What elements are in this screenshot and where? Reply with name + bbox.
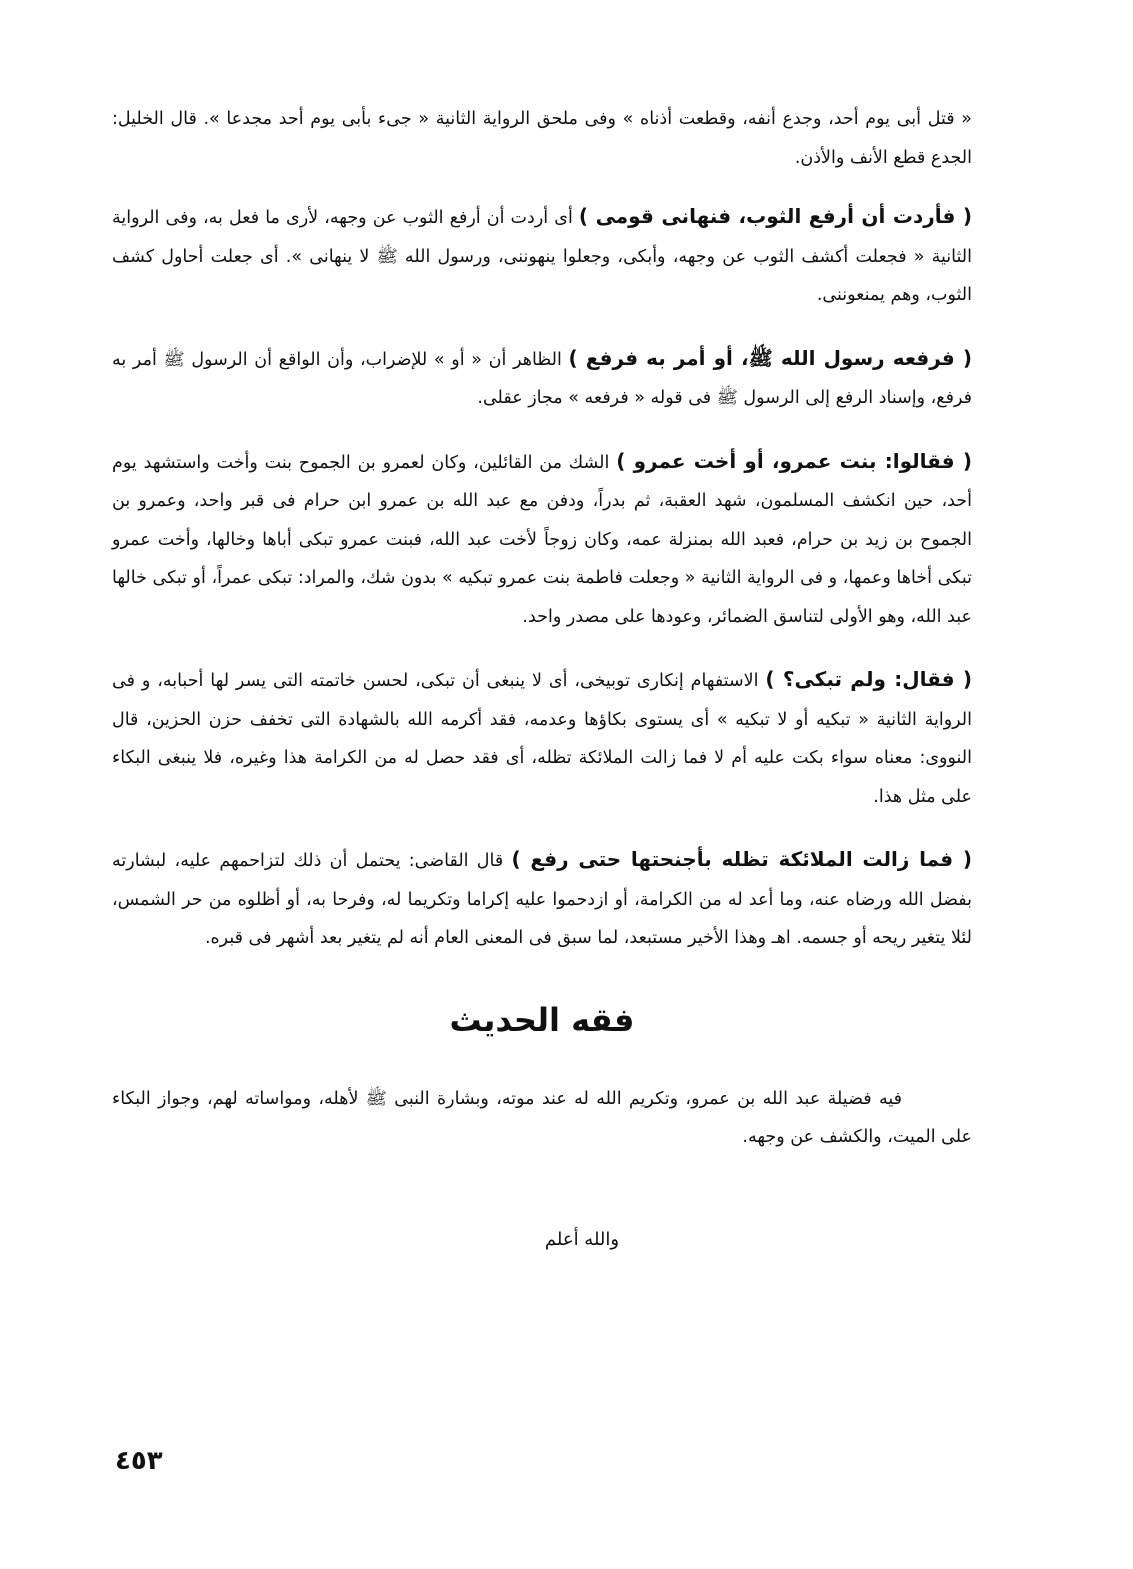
- page-number: ٤٥٣: [115, 1446, 163, 1476]
- paragraph-text: الاستفهام إنكارى توبيخى، أى لا ينبغى أن تبكى، لحسن خاتمته التى يسر لها أحبابه، و فى الرواية الثانية « تبكيه أو لا تبكيه » أى يستوى بكاؤها وعدمه، فقد أكرمه الله بالشهادة التى تخفف حزن الحزين، قال النووى: معناه سواء بكت عليه أم لا فما زالت الملائكة تظله، أى فقد حصل له من الكرامة هذا وغيره، فلا ينبغى البكاء على مثل هذا.: [112, 671, 972, 807]
- paragraph-text: أى أردت أن أرفع الثوب عن وجهه، لأرى ما فعل به، وفى الرواية الثانية « فجعلت أكشف الثوب عن وجهه، وأبكى، وجعلوا ينهوننى، ورسول الله ﷺ لا ينهانى ». أى جعلت أحاول كشف الثوب، وهم يمنعوننى.: [112, 208, 972, 305]
- paragraph-raised: [112, 339, 972, 418]
- paragraph-text: الظاهر أن « أو » للإضراب، وأن الواقع أن الرسول ﷺ أمر به فرفع، وإسناد الرفع إلى الرسول ﷺ فى قوله « فرفعه » مجاز عقلى.: [112, 349, 972, 408]
- paragraph-lift-cloth: [112, 197, 972, 315]
- hadith-quote: ( فقال: ولم تبكى؟ ): [765, 667, 973, 691]
- page-body: [112, 100, 972, 1250]
- closing-phrase: والله أعلم: [544, 1228, 620, 1250]
- paragraph-why-cry: [112, 660, 972, 816]
- paragraph-text: الشك من القائلين، وكان لعمرو بن الجموح بنت وأخت واستشهد يوم أحد، حين انكشف المسلمون، شهد العقبة، ثم بدراً، ودفن مع عبد الله بن عمرو ابن حرام فى قبر واحد، وعمرو بن الجموح بن زيد بن حرام، فعبد الله بمنزلة عمه، وكان زوجاً لأخت عبد الله، فبنت عمرو تبكى أباها وخالها، وأخت عمرو تبكى أخاها وعمها، و فى الرواية الثانية « وجعلت فاطمة بنت عمرو تبكيه » بدون شك، والمراد: تبكى عمراً، أو تبكى خالها عبد الله، وهو الأولى لتناسق الضمائر، وعودها على مصدر واحد.: [112, 452, 972, 627]
- paragraph-intro: [112, 100, 972, 177]
- paragraph-daughter-sister: [112, 442, 972, 637]
- paragraph-text: « قتل أبى يوم أحد، وجدع أنفه، وقطعت أذناه » وفى ملحق الرواية الثانية « جىء بأبى يوم أحد مجدعا ». قال الخليل: الجدع قطع الأنف والأذن.: [112, 109, 972, 168]
- fiqh-paragraph: فيه فضيلة عبد الله بن عمرو، وتكريم الله له عند موته، وبشارة النبى ﷺ لأهله، ومواساته لهم، وجواز البكاء على الميت، والكشف عن وجهه.: [112, 1088, 972, 1147]
- paragraph-angels-shade: [112, 840, 972, 958]
- hadith-quote: ( فرفعه رسول الله ﷺ، أو أمر به فرفع ): [568, 345, 972, 370]
- paragraph-text: قال القاضى: يحتمل أن ذلك لتزاحمهم عليه، لبشارته بفضل الله ورضاه عنه، وما أعد له من الكرامة، أو ازدحموا عليه إكراما وتكريما له، وفرحا به، أو أظلوه من حر الشمس، لئلا يتغير ريحه أو جسمه. اهـ وهذا الأخير مستبعد، لما سبق فى المعنى العام أنه لم يتغير بعد أشهر فى قبره.: [112, 851, 972, 948]
- hadith-quote: ( فأردت أن أرفع الثوب، فنهانى قومى ): [578, 204, 972, 228]
- hadith-quote: ( فما زالت الملائكة تظله بأجنحتها حتى رفع ): [511, 847, 972, 871]
- hadith-quote: ( فقالوا: بنت عمرو، أو أخت عمرو ): [616, 448, 972, 473]
- section-heading: فقه الحديث: [449, 1000, 635, 1039]
